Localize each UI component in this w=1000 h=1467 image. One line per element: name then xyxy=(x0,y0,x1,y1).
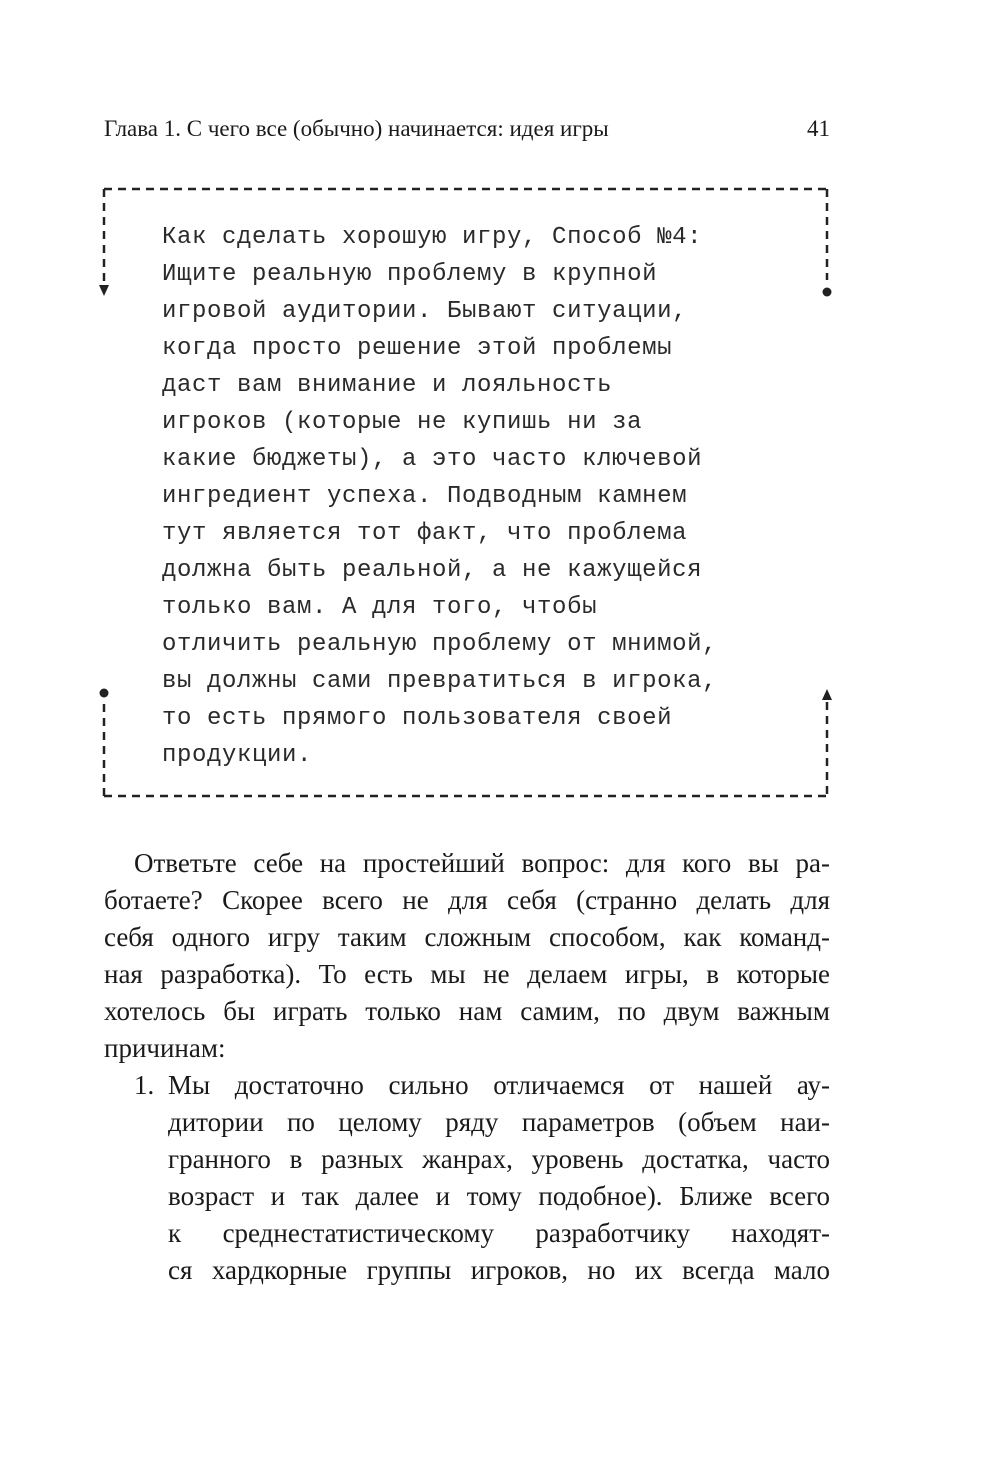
paragraph-line: себя одного игру таким сложным способом, как команд- xyxy=(104,922,830,952)
paragraph-line: ная разработка). То есть мы не делаем игры, в которые xyxy=(104,959,830,989)
body-text xyxy=(104,845,830,1289)
tip-line: даст вам внимание и лояльность xyxy=(162,372,613,399)
tip-line: когда просто решение этой проблемы xyxy=(162,335,673,362)
running-head xyxy=(104,110,830,150)
list-line: гранного в разных жанрах, уровень достатка, часто xyxy=(168,1144,830,1174)
numbered-list-item xyxy=(104,1067,830,1289)
list-line: Мы достаточно сильно отличаемся от нашей ау- xyxy=(168,1070,830,1100)
arrow-down-icon xyxy=(99,285,109,296)
tip-line: ингредиент успеха. Подводным камнем xyxy=(162,483,688,510)
tip-line: игроков (которые не купишь ни за xyxy=(162,409,643,436)
tip-box-text xyxy=(162,219,802,774)
list-line: ся хардкорные группы игроков, но их всегда мало xyxy=(168,1255,830,1285)
paragraph-line: ботаете? Скорее всего не для себя (странно делать для xyxy=(104,885,830,915)
tip-line: то есть прямого пользователя своей xyxy=(162,705,673,732)
tip-line: какие бюджеты), а это часто ключевой xyxy=(162,446,703,473)
list-line: дитории по целому ряду параметров (объем наи- xyxy=(168,1107,830,1137)
list-number: 1. xyxy=(134,1070,155,1100)
tip-line: должна быть реальной, а не кажущейся xyxy=(162,557,703,584)
list-line: к среднестатистическому разработчику находят- xyxy=(168,1218,830,1248)
paragraph-line: причинам: xyxy=(104,1033,226,1063)
tip-line: Ищите реальную проблему в крупной xyxy=(162,261,658,288)
list-line: возраст и так далее и тому подобное). Ближе всего xyxy=(168,1181,830,1211)
paragraph-line: хотелось бы играть только нам самим, по двум важным xyxy=(104,996,830,1026)
tip-line: Как сделать хорошую игру, Способ №4: xyxy=(162,224,703,251)
arrow-up-icon xyxy=(822,689,832,700)
tip-line: вы должны сами превратиться в игрока, xyxy=(162,668,718,695)
tip-line: игровой аудитории. Бывают ситуации, xyxy=(162,298,688,325)
page-number: 41 xyxy=(807,116,830,141)
chapter-title: Глава 1. С чего все (обычно) начинается: идея игры xyxy=(104,116,609,141)
paragraph-line: Ответьте себе на простейший вопрос: для кого вы ра- xyxy=(134,848,830,878)
dot-icon xyxy=(823,288,832,297)
dot-icon xyxy=(100,689,109,698)
tip-line: тут является тот факт, что проблема xyxy=(162,520,688,547)
tip-line: отличить реальную проблему от мнимой, xyxy=(162,631,718,658)
tip-line: продукции. xyxy=(162,742,313,769)
tip-line: только вам. А для того, чтобы xyxy=(162,594,598,621)
paragraph xyxy=(104,845,830,1067)
